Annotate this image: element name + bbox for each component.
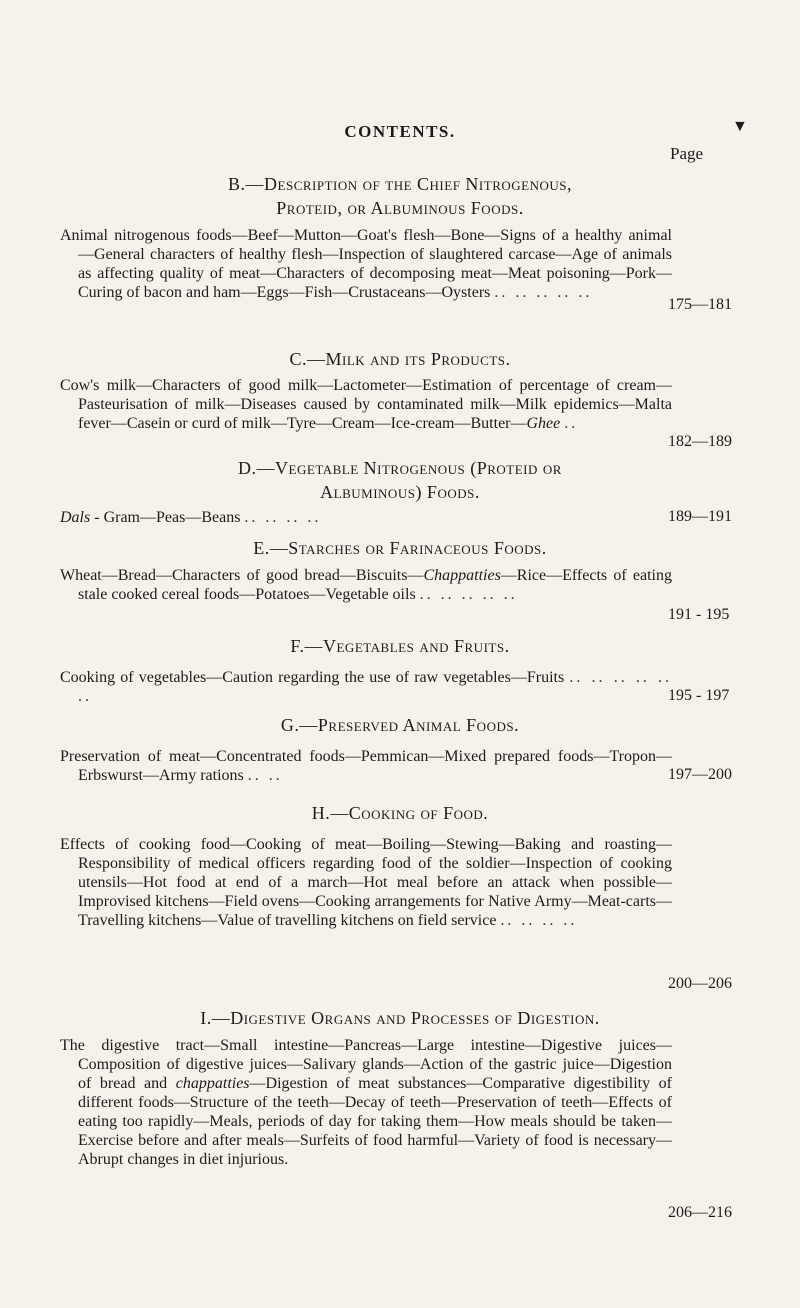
section-c-text-italic: Ghee <box>526 415 561 432</box>
section-c <box>0 347 800 450</box>
section-h <box>0 801 800 992</box>
section-f-text: Cooking of vegetables—Caution regarding the use of raw vegetables—Fruits <box>60 669 565 686</box>
section-b-entry <box>60 226 672 302</box>
section-e-text-italic: Chappatties <box>423 567 501 584</box>
section-d-entry <box>60 508 672 527</box>
section-i <box>0 1006 800 1221</box>
corner-mark: ▼ <box>732 118 748 135</box>
section-d-title-line2: Albuminous) Foods. <box>320 482 480 502</box>
section-e-entry <box>60 566 672 604</box>
section-d-pages: 189—191 <box>668 508 732 525</box>
section-c-text: Cow's milk—Characters of good milk—Lactometer—Estimation of percentage of cream—Pasteurisation of milk—Diseases caused by contaminated milk—Milk epidemics—Malta fever—Casein or curd of milk—Tyre—Cream—Ice-cream—Butter— <box>60 377 672 432</box>
section-i-pages: 206—216 <box>668 1204 732 1221</box>
section-b-title-line2: Proteid, or Albuminous Foods. <box>276 198 524 218</box>
section-g-text: Preservation of meat—Concentrated foods—Pemmican—Mixed prepared foods—Tropon—Erbswurst—Army rations <box>60 748 672 784</box>
section-h-title: H.—Cooking of Food. <box>311 803 489 823</box>
section-b-pages: 175—181 <box>668 296 732 313</box>
section-g-title: G.—Preserved Animal Foods. <box>280 715 520 735</box>
section-f-leaders: .. .. .. .. .. .. <box>78 669 673 705</box>
section-h-leaders: .. .. .. .. <box>500 912 578 929</box>
running-head-title: CONTENTS. <box>344 122 456 141</box>
section-f-pages: 195 - 197 <box>668 687 730 704</box>
section-i-title: I.—Digestive Organs and Processes of Digestion. <box>200 1008 600 1028</box>
section-i-text-italic: chappatties <box>175 1075 250 1092</box>
section-f-title: F.—Vegetables and Fruits. <box>290 636 510 656</box>
section-g-leaders: .. .. <box>247 767 283 784</box>
section-g-pages: 197—200 <box>668 766 732 783</box>
section-e-title: E.—Starches or Farinaceous Foods. <box>253 538 547 558</box>
section-e-text-b: —Rice—Effects of eating stale cooked cereal foods—Potatoes—Vegetable oils <box>78 567 672 603</box>
section-b-leaders: .. .. .. .. .. <box>494 284 593 301</box>
section-d-text-italic: Dals <box>60 509 91 526</box>
section-b-text: Animal nitrogenous foods—Beef—Mutton—Goat's flesh—Bone—Signs of a healthy animal—General characters of healthy flesh—Inspection of slaughtered carcase—Age of animals as affecting quality of meat—Characters of decomposing meat—Meat poisoning—Pork—Curing of bacon and ham—Eggs—Fish—Crustaceans—Oysters <box>60 227 672 301</box>
section-d <box>0 456 800 527</box>
section-f <box>0 634 800 706</box>
section-h-text: Effects of cooking food—Cooking of meat—Boiling—Stewing—Baking and roasting—Responsibility of medical officers regarding food of the soldier—Inspection of cooking utensils—Hot food at end of a march—Hot meal before an attack when possible—Improvised kitchens—Field ovens—Cooking arrangements for Native Army—Meat-carts—Travelling kitchens—Value of travelling kitchens on field service <box>60 836 672 929</box>
section-f-entry <box>60 668 672 706</box>
section-c-title: C.—Milk and its Products. <box>289 349 511 369</box>
section-h-entry <box>60 835 672 930</box>
section-i-text-b: —Digestion of meat substances—Comparative digestibility of different foods—Structure of the teeth—Decay of teeth—Preservation of teeth—Effects of eating too rapidly—Meals, periods of day for taking them—How meals should be taken—Exercise before and after meals—Surfeits of food harmful—Variety of food is necessary—Abrupt changes in diet injurious. <box>78 1075 673 1168</box>
section-c-pages: 182—189 <box>668 433 732 450</box>
page-column-label: Page <box>670 144 704 163</box>
section-e-text-a: Wheat—Bread—Characters of good bread—Biscuits— <box>60 567 424 584</box>
section-i-entry <box>60 1036 672 1169</box>
section-e-leaders: .. .. .. .. .. <box>419 586 518 603</box>
section-h-pages: 200—206 <box>668 975 732 992</box>
section-e <box>0 536 800 623</box>
section-i-text-a: The digestive tract—Small intestine—Pancreas—Large intestine—Digestive juices—Composition of digestive juices—Salivary glands—Action of the gastric juice—Digestion of bread and <box>60 1037 672 1092</box>
section-d-leaders: .. .. .. .. <box>244 509 322 526</box>
section-c-leaders: .. <box>564 415 579 432</box>
section-b-title-line1: B.—Description of the Chief Nitrogenous, <box>228 174 572 194</box>
section-d-title-line1: D.—Vegetable Nitrogenous (Proteid or <box>238 458 562 478</box>
section-b <box>0 172 800 313</box>
section-e-pages: 191 - 195 <box>668 606 730 623</box>
section-c-entry <box>60 376 672 433</box>
section-g <box>0 713 800 785</box>
section-g-entry <box>60 747 672 785</box>
section-d-text: - Gram—Peas—Beans <box>90 509 241 526</box>
